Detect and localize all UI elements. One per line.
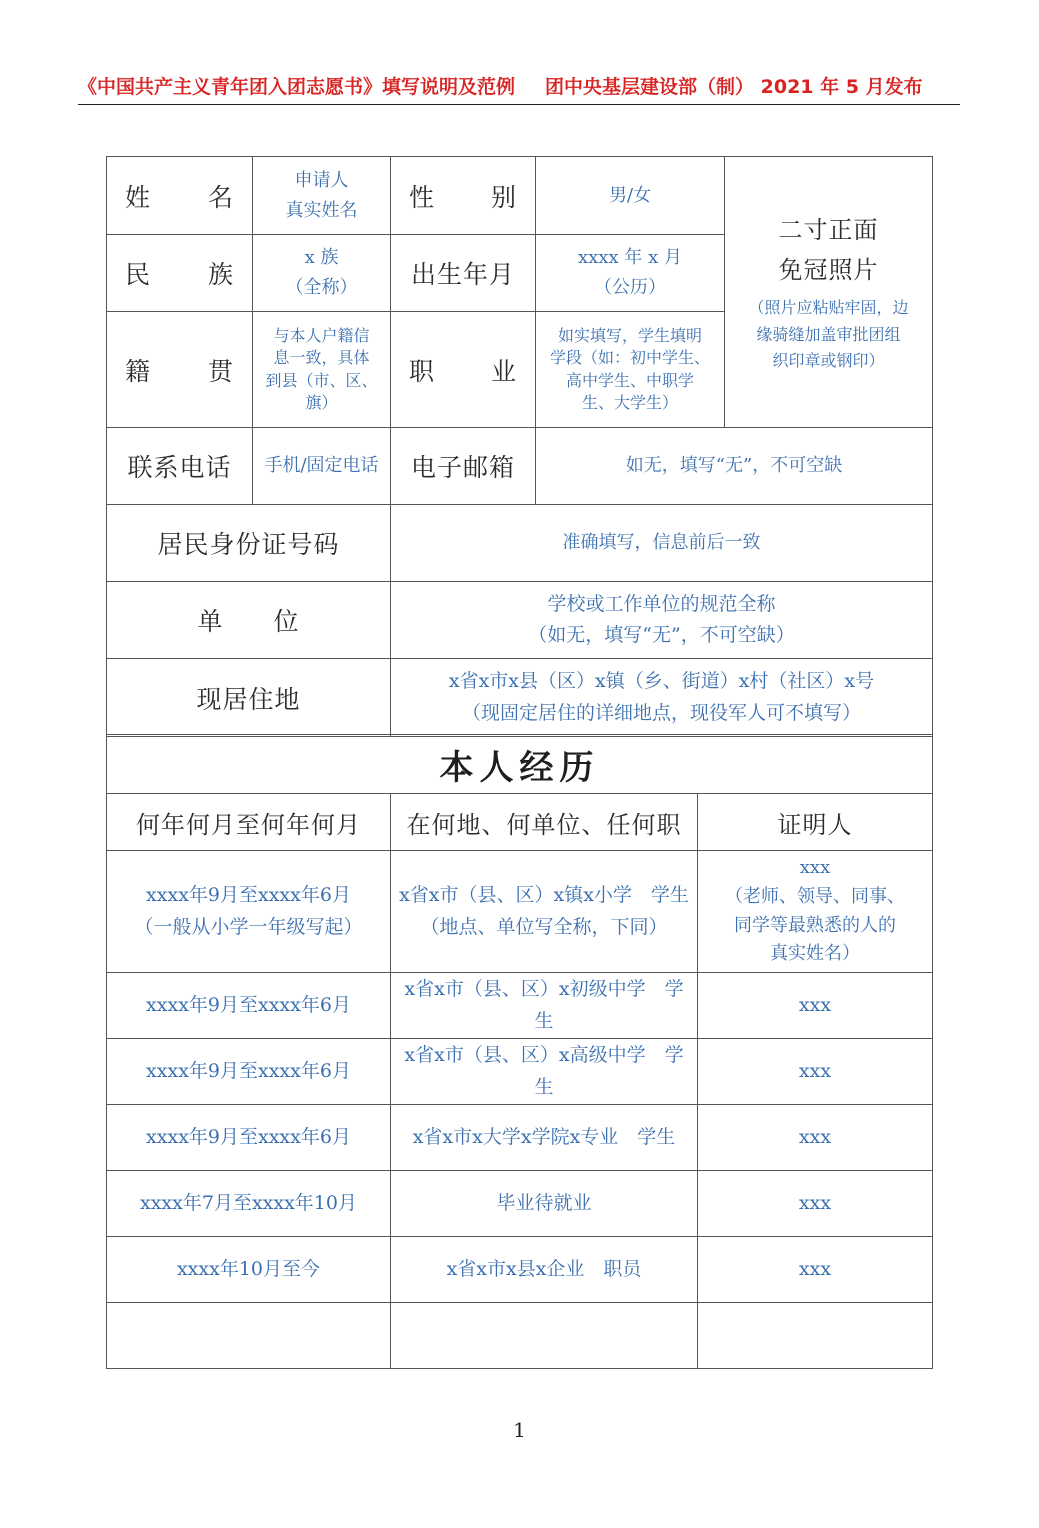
phone-label: 联系电话 [127,453,232,482]
place-cell[interactable]: x省x市x县x企业 职员 [391,1237,698,1303]
gender-label-cell [391,157,536,235]
name-value-cell[interactable] [253,157,391,235]
witness-cell[interactable]: xxx （老师、领导、同事、 同学等最熟悉的人的 真实姓名） [698,851,933,973]
id-value-cell[interactable] [391,505,933,582]
address-label-cell [107,659,391,737]
header-title: 《中国共产主义青年团入团志愿书》填写说明及范例 [78,75,516,98]
id-label-cell [107,505,391,582]
unit-label-cell [107,582,391,659]
period-cell[interactable]: xxxx年10月至今 [107,1237,391,1303]
photo-cell[interactable] [725,157,933,428]
place-cell[interactable] [391,1303,698,1369]
birth-value: xxxx 年 x 月 （公历） [578,247,682,298]
experience-section-title: 本人经历 [439,747,600,788]
period-cell[interactable]: xxxx年7月至xxxx年10月 [107,1171,391,1237]
id-value: 准确填写，信息前后一致 [562,532,761,554]
job-value: 如实填写，学生填明 学段（如：初中学生、 高中学生、中职学 生、大学生） [550,325,711,412]
email-label: 电子邮箱 [410,453,515,482]
job-value-cell[interactable] [536,312,725,428]
email-value-cell[interactable] [536,428,933,505]
native-value-cell[interactable] [253,312,391,428]
ethnic-label: 民 族 [125,260,234,289]
table-row [107,851,933,973]
period-cell[interactable]: xxxx年9月至xxxx年6月 [107,1039,391,1105]
witness-cell[interactable] [698,1303,933,1369]
phone-label-cell [107,428,253,505]
unit-value: 学校或工作单位的规范全称 （如无，填写“无”，不可空缺） [528,592,795,646]
native-label: 籍 贯 [125,356,234,386]
id-label: 居民身份证号码 [157,530,340,559]
table-row [107,1237,933,1303]
place-cell[interactable]: x省x市x大学x学院x专业 学生 [391,1105,698,1171]
address-label: 现居住地 [196,684,301,714]
birth-value-cell[interactable] [536,235,725,312]
email-label-cell [391,428,536,505]
address-value-cell[interactable] [391,659,933,737]
job-label-cell [391,312,536,428]
application-form-table [106,156,933,737]
native-value: 与本人户籍信 息一致，具体 到县（市、区、 旗） [265,325,378,412]
table-row-empty [107,1303,933,1369]
witness-cell[interactable]: xxx [698,1105,933,1171]
gender-value: 男/女 [608,184,652,206]
place-cell[interactable]: x省x市（县、区）x初级中学 学生 [391,973,698,1039]
email-value: 如无，填写“无”，不可空缺 [625,455,843,477]
gender-label: 性 别 [409,182,517,212]
name-value: 申请人 真实姓名 [285,169,358,221]
ethnic-value: x 族 （全称） [285,247,358,298]
witness-cell[interactable]: xxx [698,1039,933,1105]
document-header [78,66,960,105]
col-header-witness: 证明人 [698,794,933,851]
birth-label-cell [391,235,536,312]
phone-value: 手机/固定电话 [264,455,379,477]
period-cell[interactable]: xxxx年9月至xxxx年6月 （一般从小学一年级写起） [107,851,391,973]
birth-label: 出生年月 [410,260,515,289]
period-cell[interactable] [107,1303,391,1369]
ethnic-label-cell [107,235,253,312]
gender-value-cell[interactable] [536,157,725,235]
unit-label: 单 位 [197,607,300,636]
table-row [107,1171,933,1237]
table-row [107,973,933,1039]
period-cell[interactable]: xxxx年9月至xxxx年6月 [107,1105,391,1171]
name-label: 姓 名 [125,182,234,212]
ethnic-value-cell[interactable] [253,235,391,312]
witness-cell[interactable]: xxx [698,973,933,1039]
table-row [107,1039,933,1105]
place-cell[interactable]: x省x市（县、区）x镇x小学 学生 （地点、单位写全称，下同） [391,851,698,973]
place-cell[interactable]: 毕业待就业 [391,1171,698,1237]
photo-title: 二寸正面 免冠照片 [778,215,879,285]
native-label-cell [107,312,253,428]
job-label: 职 业 [409,356,517,386]
header-publisher: 团中央基层建设部（制） 2021 年 5 月发布 [545,75,923,98]
experience-table [106,734,933,1369]
table-row [107,1105,933,1171]
col-header-place: 在何地、何单位、任何职 [391,794,698,851]
experience-section-title-cell [107,735,933,794]
photo-note: （照片应粘贴牢固，边 缘骑缝加盖审批团组 织印章或钢印） [748,298,909,370]
page-number: 1 [513,1418,526,1442]
phone-value-cell[interactable] [253,428,391,505]
name-label-cell [107,157,253,235]
unit-value-cell[interactable] [391,582,933,659]
period-cell[interactable]: xxxx年9月至xxxx年6月 [107,973,391,1039]
witness-cell[interactable]: xxx [698,1237,933,1303]
place-cell[interactable]: x省x市（县、区）x高级中学 学生 [391,1039,698,1105]
witness-cell[interactable]: xxx [698,1171,933,1237]
address-value: x省x市x县（区）x镇（乡、街道）x村（社区）x号 （现固定居住的详细地点，现役军人可不填写） [448,670,875,724]
col-header-period: 何年何月至何年何月 [107,794,391,851]
